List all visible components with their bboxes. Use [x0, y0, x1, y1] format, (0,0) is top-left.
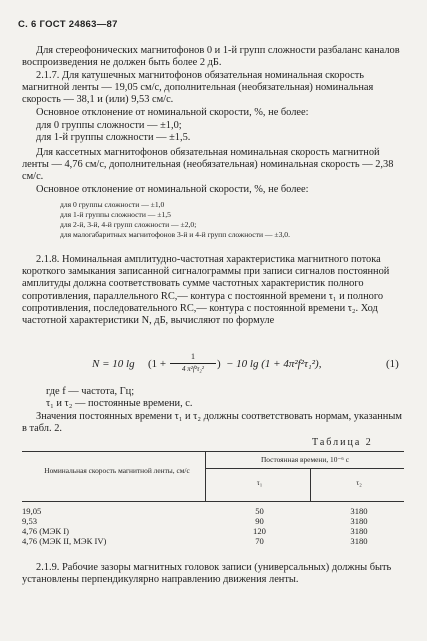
- table-caption: Таблица 2: [312, 437, 373, 448]
- table-col-speed-header: Номинальная скорость магнитной ленты, см/с: [44, 466, 190, 475]
- formula-right: − 10 lg (1 + 4π²f²τ₁²),: [226, 358, 322, 370]
- cell-speed: 4,76 (МЭК I): [22, 526, 69, 536]
- cell-tau1: 90: [255, 516, 264, 526]
- formula-denominator: 4 π²f²τ₂²: [182, 365, 204, 373]
- small-line-group-1: для 1-й группы сложности — ±1,5: [60, 210, 171, 219]
- paragraph-group-0: для 0 группы сложности — ±1,0;: [36, 120, 182, 131]
- small-line-group-2-4: для 2-й, 3-й, 4-й групп сложности — ±2,0;: [60, 220, 197, 229]
- cell-speed: 9,53: [22, 516, 38, 526]
- paragraph-stereo-balance: Для стереофонических магнитофонов 0 и 1-й групп сложности разбаланс каналов воспроизведения не должен быть более 2 дБ.: [22, 45, 400, 69]
- paragraph-speed-deviation: Основное отклонение от номинальной скорости, %, не более:: [36, 107, 309, 118]
- cell-tau2: 3180: [350, 526, 368, 536]
- cell-tau1: 120: [253, 526, 266, 536]
- cell-tau1: 70: [255, 536, 264, 546]
- table-col-tau1-header: τ₁: [256, 478, 263, 487]
- cell-tau1: 50: [255, 506, 264, 516]
- table-col-tau2-header: τ₂: [356, 478, 362, 487]
- formula-where-f: где f — частота, Гц;: [46, 386, 135, 397]
- paragraph-cassette: Для кассетных магнитофонов обязательная номинальная скорость магнитной ленты — 4,76 см/с, дополнительная (необязательная) номинальная скорость — 2,38 см/с.: [22, 147, 394, 183]
- cell-tau2: 3180: [350, 506, 368, 516]
- formula-numerator: 1: [170, 352, 216, 364]
- cell-tau2: 3180: [350, 516, 368, 526]
- cell-speed: 4,76 (МЭК II, МЭК IV): [22, 536, 107, 546]
- paragraph-2-1-9: 2.1.9. Рабочие зазоры магнитных головок записи (универсальных) должны быть установлены перпендикулярно направлению движения ленты.: [22, 562, 392, 586]
- small-line-compact: для малогабаритных магнитофонов 3-й и 4-й групп сложности — ±3,0.: [60, 230, 290, 239]
- paragraph-speed-deviation-2: Основное отклонение от номинальной скорости, %, не более:: [36, 184, 309, 195]
- small-line-group-0: для 0 группы сложности — ±1,0: [60, 200, 165, 209]
- formula-fraction: [170, 352, 216, 374]
- paragraph-2-1-7: 2.1.7. Для катушечных магнитофонов обязательная номинальная скорость магнитной ленты — 19,05 см/с, дополнительная (необязательная) номинальная скорость — 38,1 и (или) 9,53 см/с.: [22, 70, 374, 106]
- table-2: [22, 451, 404, 551]
- formula-close: ): [217, 358, 221, 370]
- formula-1: [92, 352, 412, 386]
- table-group-header: Постоянная времени, 10⁻⁶ с: [260, 455, 350, 464]
- paragraph-group-1: для 1-й группы сложности — ±1,5.: [36, 132, 191, 143]
- cell-speed: 19,05: [22, 506, 42, 516]
- paragraph-table-ref: Значения постоянных времени τ₁ и τ₂ должны соответствовать нормам, указанным в табл. 2.: [22, 411, 402, 435]
- page-header: С. 6 ГОСТ 24863—87: [18, 19, 118, 30]
- formula-left: N = 10 lg: [92, 358, 135, 370]
- formula-where-tau: τ₁ и τ₂ — постоянные времени, с.: [46, 398, 193, 409]
- formula-number: (1): [386, 358, 399, 370]
- formula-open: (1 +: [148, 358, 167, 370]
- cell-tau2: 3180: [350, 536, 368, 546]
- paragraph-2-1-8: 2.1.8. Номинальная амплитудно-частотная характеристика магнитного потока короткого замыкания записанной сигналограммы при записи сигналов постоянной амплитуды должна соответствовать сумме частотных характеристик полного сопротивления, параллельного RC,— контура с постоянной времени τ₁ и полного сопротивления, последовательного RC,— контура с постоянной времени τ₂. Ход частотной характеристики N, дБ, вычисляют по формуле: [22, 254, 390, 327]
